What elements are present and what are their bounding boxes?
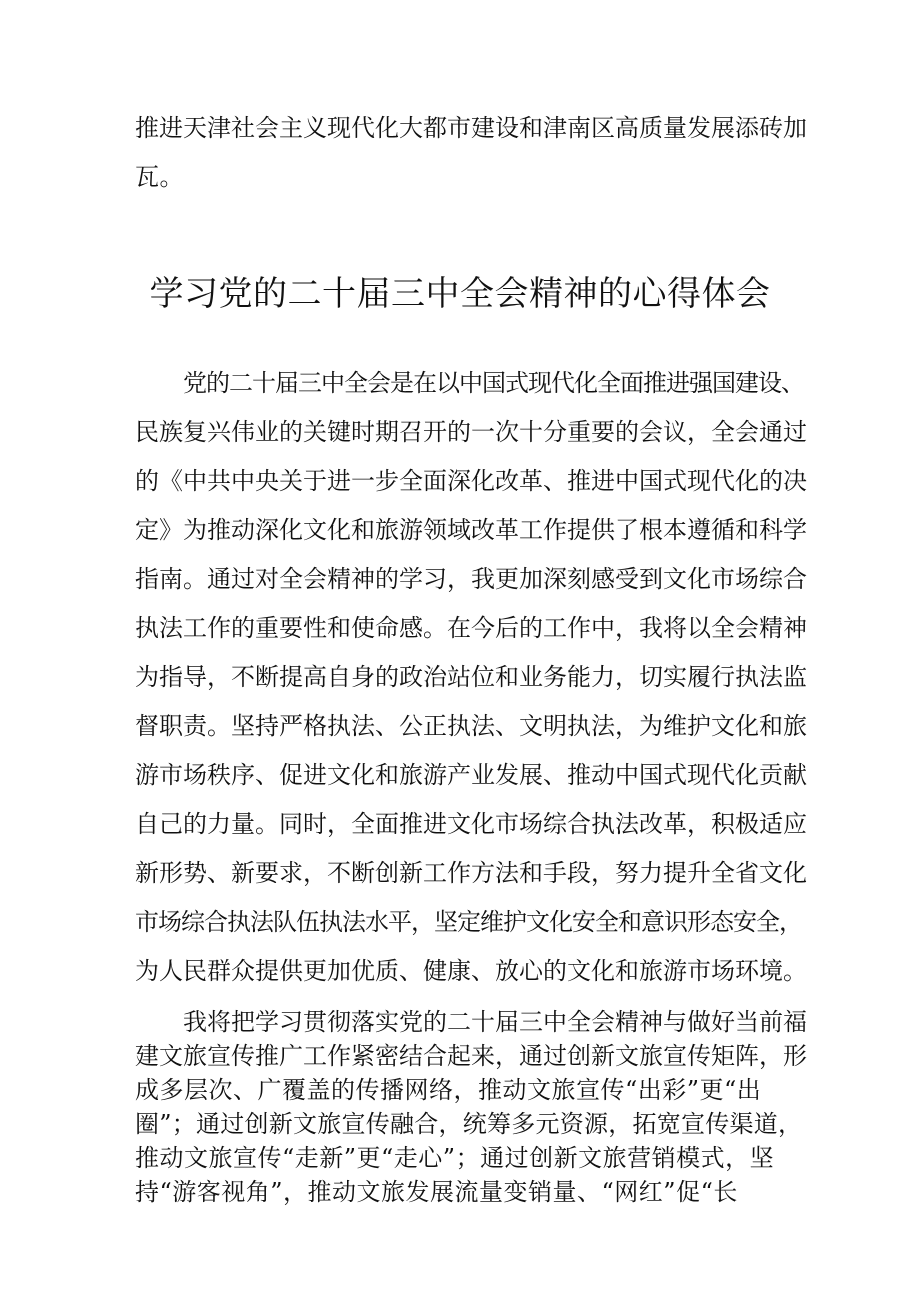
paragraph-line: 我将把学习贯彻落实党的二十届三中全会精神与做好当前福 <box>183 1008 807 1036</box>
paragraph-line: 定》为推动深化文化和旅游领域改革工作提供了根本遵循和科学 <box>135 516 807 544</box>
continuation-line: 瓦。 <box>135 163 184 191</box>
paragraph-line: 执法工作的重要性和使命感。在今后的工作中，我将以全会精神 <box>135 614 807 642</box>
paragraph-line: 自己的力量。同时，全面推进文化市场综合执法改革，积极适应 <box>135 810 807 838</box>
paragraph-line: 推动文旅宣传“走新”更“走心”；通过创新文旅营销模式，坚 <box>135 1144 775 1172</box>
paragraph-line: 民族复兴伟业的关键时期召开的一次十分重要的会议，全会通过 <box>135 418 807 446</box>
paragraph-line: 圈”；通过创新文旅宣传融合，统筹多元资源，拓宽宣传渠道， <box>135 1110 803 1138</box>
paragraph-line: 持“游客视角”，推动文旅发展流量变销量、“网红”促“长 <box>135 1178 738 1206</box>
paragraph-line: 成多层次、广覆盖的传播网络，推动文旅宣传“出彩”更“出 <box>135 1076 762 1104</box>
paragraph-line: 督职责。坚持严格执法、公正执法、文明执法，为维护文化和旅 <box>135 712 807 740</box>
paragraph-line: 的《中共中央关于进一步全面深化改革、推进中国式现代化的决 <box>135 467 807 495</box>
page-title: 学习党的二十届三中全会精神的心得体会 <box>149 274 771 314</box>
paragraph-line: 新形势、新要求，不断创新工作方法和手段，努力提升全省文化 <box>135 859 807 887</box>
paragraph-line: 游市场秩序、促进文化和旅游产业发展、推动中国式现代化贡献 <box>135 761 807 789</box>
paragraph-line: 党的二十届三中全会是在以中国式现代化全面推进强国建设、 <box>183 369 804 397</box>
paragraph-line: 市场综合执法队伍执法水平，坚定维护文化安全和意识形态安全， <box>135 908 802 936</box>
continuation-line: 推进天津社会主义现代化大都市建设和津南区高质量发展添砖加 <box>135 114 807 142</box>
paragraph-line: 为指导，不断提高自身的政治站位和业务能力，切实履行执法监 <box>135 663 807 691</box>
paragraph-line: 指南。通过对全会精神的学习，我更加深刻感受到文化市场综合 <box>135 565 807 593</box>
paragraph-line: 为人民群众提供更加优质、健康、放心的文化和旅游市场环境。 <box>135 957 807 985</box>
paragraph-line: 建文旅宣传推广工作紧密结合起来，通过创新文旅宣传矩阵，形 <box>135 1042 807 1070</box>
